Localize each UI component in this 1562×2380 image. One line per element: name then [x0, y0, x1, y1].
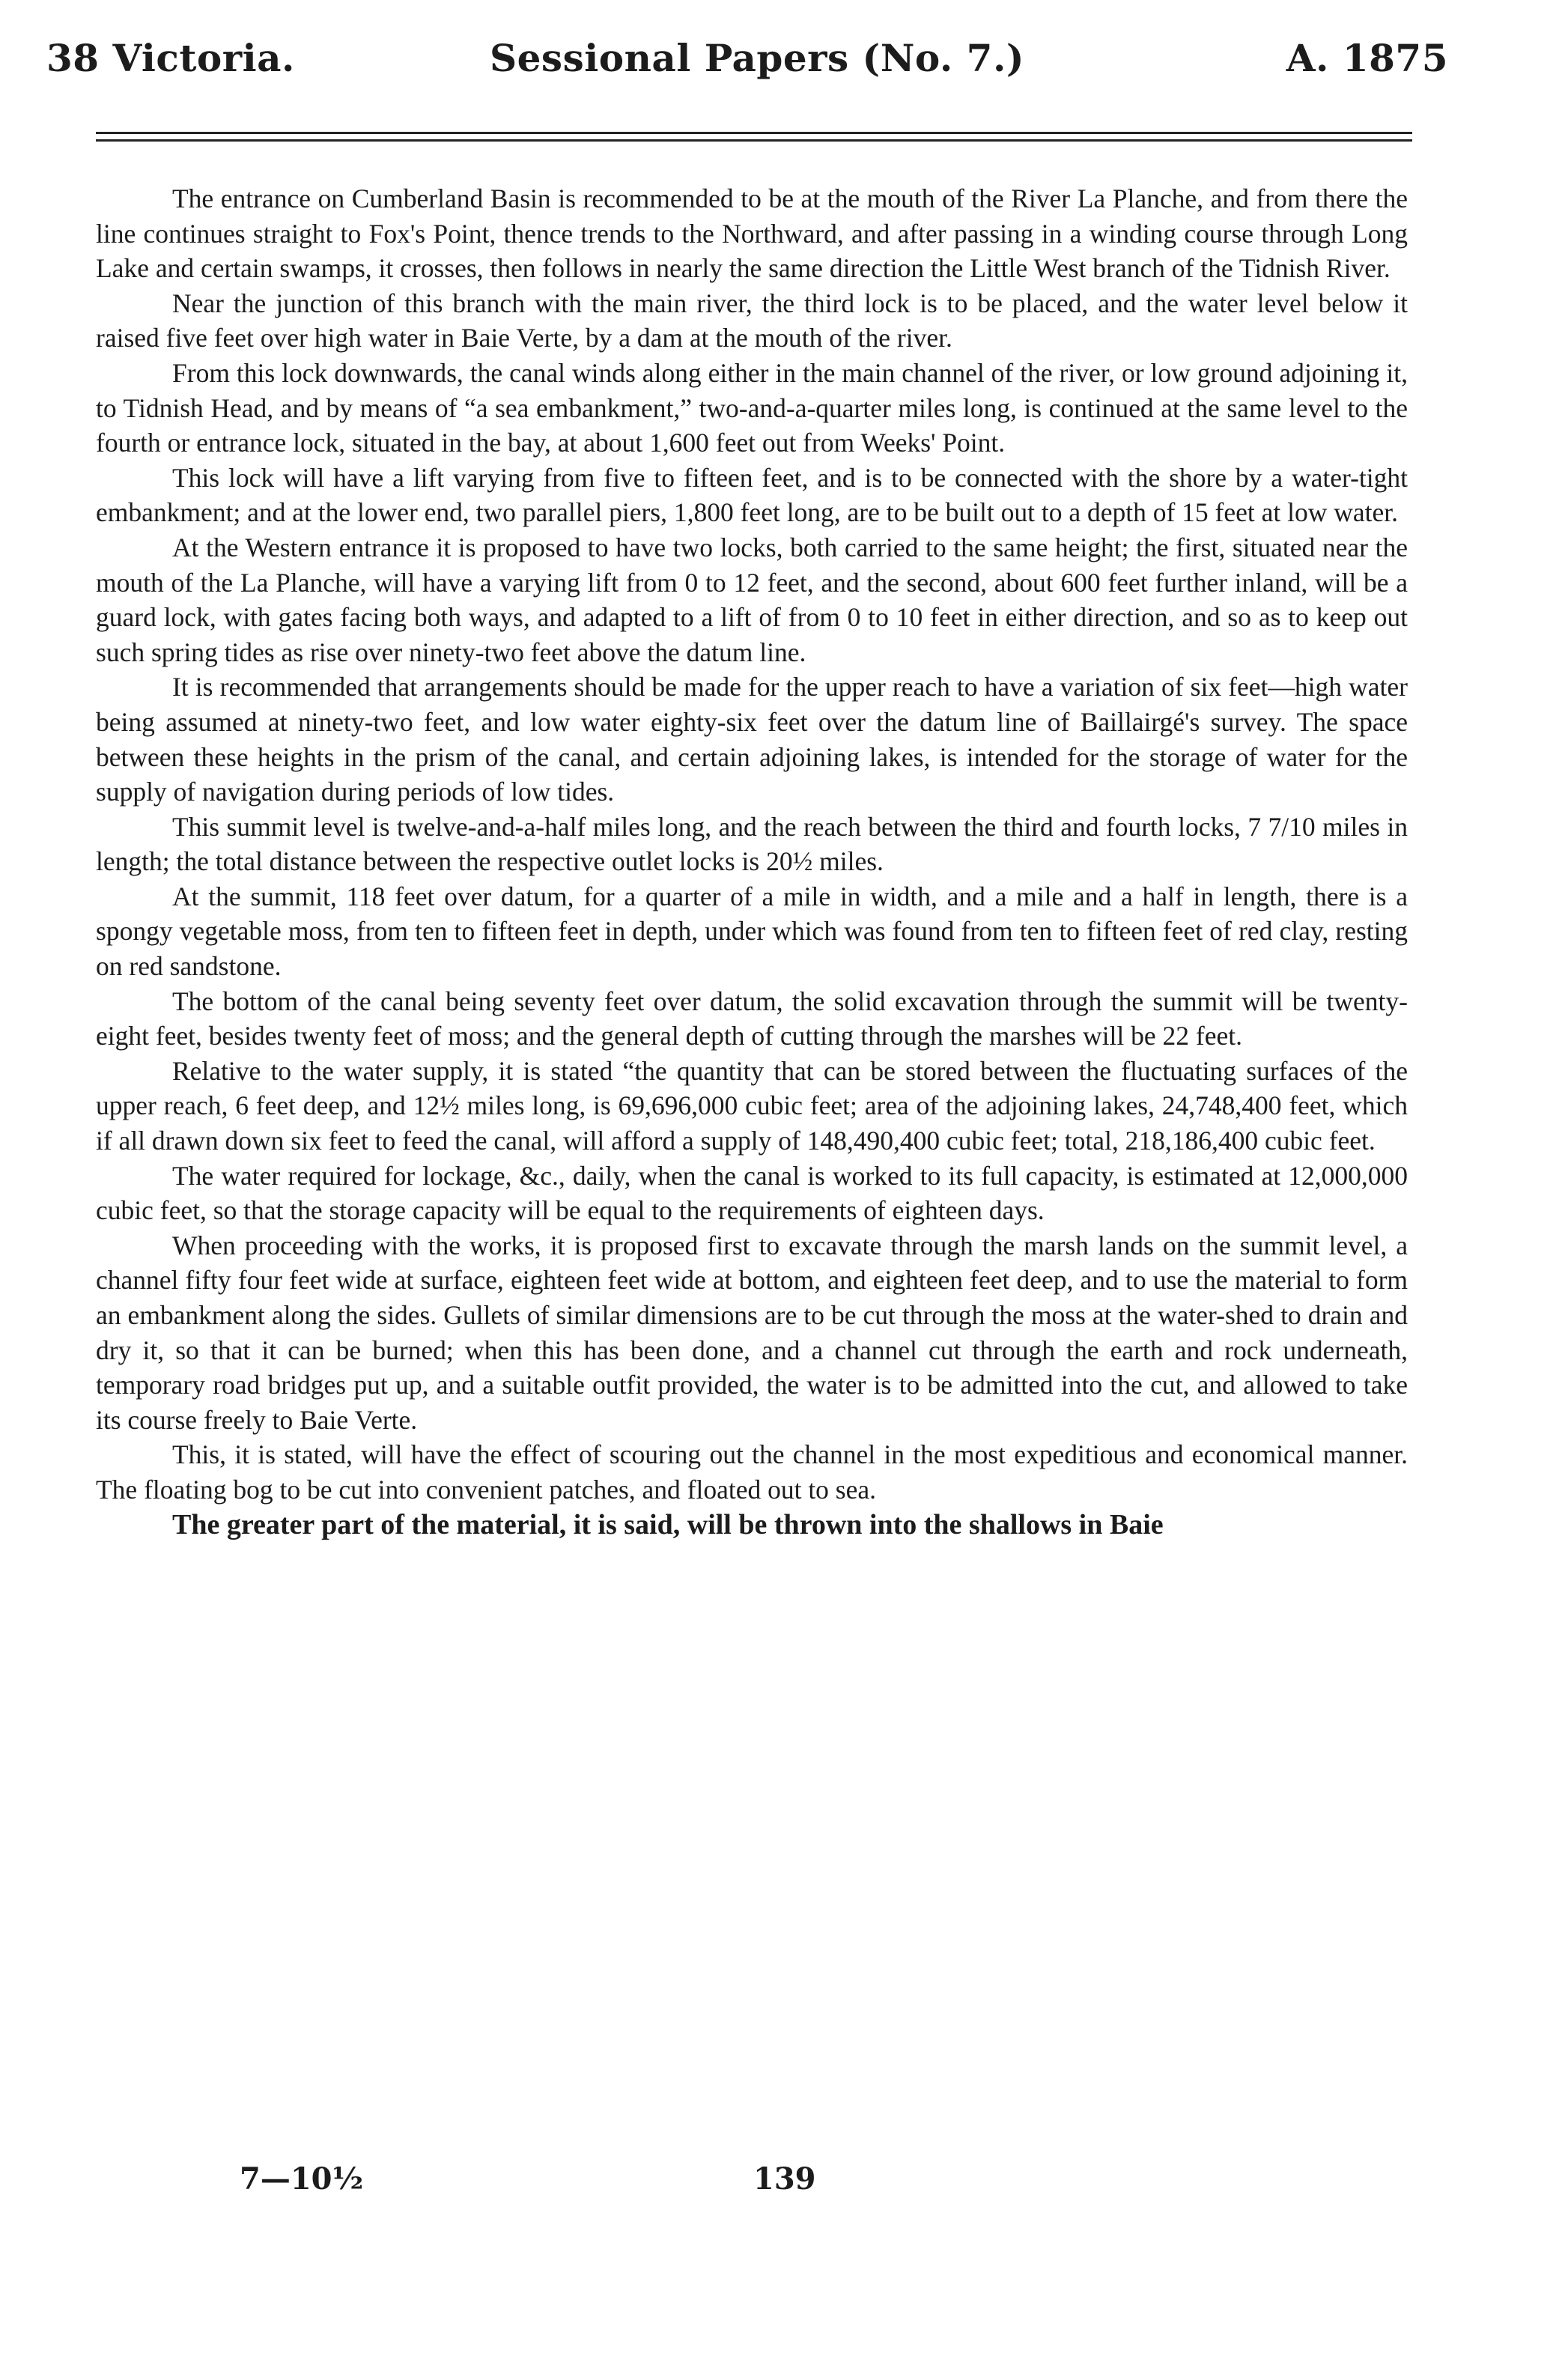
header-title: Sessional Papers (No. 7.) [490, 36, 1025, 80]
paragraph-sea-embankment: From this lock downwards, the canal winds along either in the main channel of the river, or low ground adjoining it, to Tidnish Head, and by means of “a sea embankment,” two-and-a-quarter miles long, is continued at the same level to the fourth or entrance lock, situated in the bay, at about 1,600 feet out from Weeks' Point. [96, 357, 1408, 458]
page-footer [240, 2161, 988, 2206]
paragraph-western-entrance: At the Western entrance it is proposed to have two locks, both carried to the same height; the first, situated near the mouth of the La Planche, will have a varying lift from 0 to 12 feet, and the second, about 600 feet further inland, will be a guard lock, with gates facing both ways, and adapted to a lift of from 0 to 10 feet in either direction, and so as to keep out such spring tides as rise over ninety-two feet above the datum line. [96, 532, 1408, 667]
header-session: 38 Victoria. [46, 36, 295, 80]
page-header [46, 36, 1448, 103]
paragraph-proceeding-works: When proceeding with the works, it is proposed first to excavate through the marsh lands on the summit level, a channel fifty four feet wide at surface, eighteen feet wide at bottom, and eighteen feet deep, and to use the material to form an embankment along the sides. Gullets of similar dimensions are to be cut through the moss at the water-shed to drain and dry it, so that it can be burned; when this has been done, and a channel cut through the earth and rock underneath, temporary road bridges put up, and a suitable outfit provided, the water is to be admitted into the cut, and allowed to take its course freely to Baie Verte. [96, 1230, 1408, 1435]
page-number: 139 [753, 2161, 816, 2197]
body-text [96, 181, 1408, 1542]
header-rule-bottom [96, 139, 1412, 142]
paragraph-summit-moss: At the summit, 118 feet over datum, for a quarter of a mile in width, and a mile and a half in length, there is a spongy vegetable moss, from ten to fifteen feet in depth, under which was found from ten to fifteen feet of red clay, resting on red sandstone. [96, 881, 1408, 982]
header-rule-top [96, 132, 1412, 134]
paragraph-water-supply: Relative to the water supply, it is stated “the quantity that can be stored between the fluctuating surfaces of the upper reach, 6 feet deep, and 12½ miles long, is 69,696,000 cubic feet; area of the adjoining lakes, 24,748,400 feet, which if all drawn down six feet to feed the canal, will afford a supply of 148,490,400 cubic feet; total, 218,186,400 cubic feet. [96, 1055, 1408, 1156]
paragraph-scouring: This, it is stated, will have the effect of scouring out the channel in the most expeditious and economical manner. The floating bog to be cut into convenient patches, and floated out to sea. [96, 1439, 1408, 1505]
paragraph-summit-level: This summit level is twelve-and-a-half miles long, and the reach between the third and fourth locks, 7 7/10 miles in length; the total distance between the respective outlet locks is 20½ miles. [96, 811, 1408, 877]
paragraph-entrance: The entrance on Cumberland Basin is recommended to be at the mouth of the River La Planche, and from there the line continues straight to Fox's Point, thence trends to the Northward, and after passing in a winding course through Long Lake and certain swamps, it crosses, then follows in nearly the same direction the Little West branch of the Tidnish River. [96, 183, 1408, 284]
paragraph-shallows: The greater part of the material, it is said, will be thrown into the shallows in Baie [172, 1508, 1164, 1540]
header-year: A. 1875 [1286, 36, 1448, 80]
paragraph-lockage: The water required for lockage, &c., daily, when the canal is worked to its full capacity, is estimated at 12,000,000 cubic feet, so that the storage capacity will be equal to the requirements of eighteen days. [96, 1160, 1408, 1226]
paragraph-entrance-lock: This lock will have a lift varying from five to fifteen feet, and is to be connected with the shore by a water-tight embankment; and at the lower end, two parallel piers, 1,800 feet long, are to be built out to a depth of 15 feet at low water. [96, 462, 1408, 528]
footer-signature-mark: 7—10½ [240, 2161, 364, 2197]
paragraph-canal-bottom: The bottom of the canal being seventy feet over datum, the solid excavation through the summit will be twenty-eight feet, besides twenty feet of moss; and the general depth of cutting through the marshes will be 22 feet. [96, 986, 1408, 1051]
paragraph-third-lock: Near the junction of this branch with the main river, the third lock is to be placed, and the water level below it raised five feet over high water in Baie Verte, by a dam at the mouth of the river. [96, 288, 1408, 353]
paragraph-upper-reach: It is recommended that arrangements should be made for the upper reach to have a variation of six feet—high water being assumed at ninety-two feet, and low water eighty-six feet over the datum line of Baillairgé's survey. The space between these heights in the prism of the canal, and certain adjoining lakes, is intended for the storage of water for the supply of navigation during periods of low tides. [96, 672, 1408, 807]
